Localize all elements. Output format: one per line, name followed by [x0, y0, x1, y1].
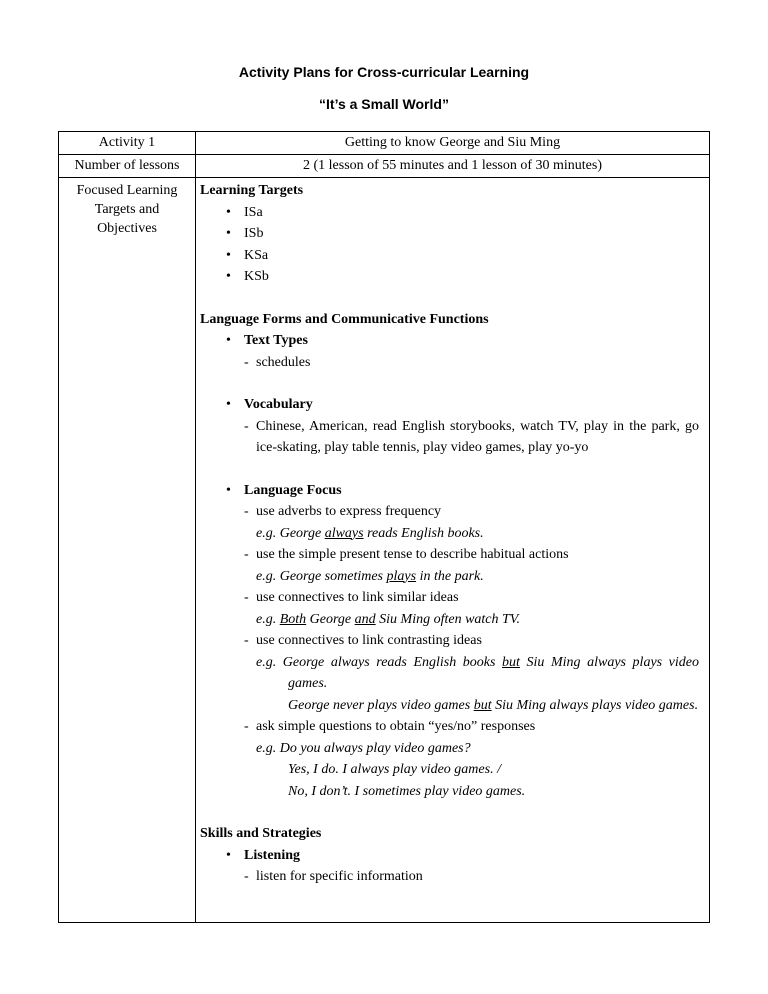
dash-item: - use connectives to link contrasting ideas — [244, 630, 699, 652]
dash-item: - ask simple questions to obtain “yes/no” responses — [244, 716, 699, 738]
focus-item: ask simple questions to obtain “yes/no” responses — [256, 719, 536, 734]
text-types-heading: • Text Types — [244, 333, 308, 348]
focus-item: use adverbs to express frequency — [256, 504, 442, 519]
list-item: • ISb — [224, 223, 699, 245]
focus-example: e.g. George always reads English books. — [256, 525, 484, 541]
focus-example: e.g. George sometimes plays in the park. — [256, 568, 484, 584]
dash-item: - Chinese, American, read English storybooks, watch TV, play in the park, go ice-skating, play table tennis, play video games, play yo-yo — [244, 416, 699, 459]
list-item — [224, 330, 699, 394]
lessons-label: Number of lessons — [59, 155, 196, 178]
list-item — [224, 480, 699, 824]
dash-item: - use the simple present tense to describe habitual actions — [244, 544, 699, 566]
table-row — [59, 132, 710, 155]
table-row — [59, 155, 710, 178]
activity-label: Activity 1 — [59, 132, 196, 155]
skills-list — [200, 845, 699, 888]
text-types-item: schedules — [256, 354, 311, 370]
vocabulary-item: Chinese, American, read English storybooks, watch TV, play in the park, go ice-skating, play table tennis, play video games, play yo-yo — [256, 418, 699, 455]
dash-item: - schedules — [244, 352, 699, 374]
dash-item: - listen for specific information — [244, 866, 699, 888]
list-item — [224, 845, 699, 888]
list-item: • KSb — [224, 266, 699, 288]
language-forms-heading: Language Forms and Communicative Functions — [200, 311, 489, 327]
learning-targets-list — [200, 202, 699, 288]
dash-item: - use adverbs to express frequency — [244, 501, 699, 523]
list-item: • KSa — [224, 245, 699, 267]
focus-example: e.g. Both George and Siu Ming often watch TV. — [256, 611, 521, 627]
vocabulary-heading: • Vocabulary — [244, 397, 313, 412]
focus-item: use connectives to link contrasting ideas — [256, 633, 482, 648]
language-focus-heading: • Language Focus — [244, 482, 342, 498]
focus-item: use the simple present tense to describe habitual actions — [256, 547, 569, 562]
learning-targets-heading: Learning Targets — [200, 183, 304, 198]
table-row — [59, 178, 710, 923]
activity-plan-table — [58, 131, 710, 923]
targets-content — [196, 178, 709, 888]
focus-item: use connectives to link similar ideas — [256, 590, 459, 605]
targets-content-cell — [196, 178, 710, 923]
page-subtitle: “It’s a Small World” — [319, 96, 449, 112]
focus-example: e.g. George always reads English books but Siu Ming always plays video games. George never plays video games but Siu Ming always plays video games. — [256, 654, 699, 713]
language-forms-list — [200, 330, 699, 823]
targets-label: Focused Learning Targets and Objectives — [76, 183, 178, 236]
focus-example: e.g. Do you always play video games? — [256, 740, 471, 756]
list-item — [224, 394, 699, 480]
page-title: Activity Plans for Cross-curricular Learning — [238, 64, 530, 80]
skills-heading: Skills and Strategies — [200, 826, 322, 841]
dash-item: - use connectives to link similar ideas — [244, 587, 699, 609]
listening-heading: • Listening — [244, 847, 301, 863]
listening-item: listen for specific information — [256, 869, 423, 884]
activity-value: Getting to know George and Siu Ming — [196, 132, 710, 155]
focus-example: No, I don’t. I sometimes play video games. — [288, 783, 526, 799]
focus-example: Yes, I do. I always play video games. / — [288, 762, 501, 777]
targets-label-cell — [59, 178, 196, 923]
lessons-value: 2 (1 lesson of 55 minutes and 1 lesson of 30 minutes) — [196, 155, 710, 178]
list-item: • ISa — [224, 202, 699, 224]
